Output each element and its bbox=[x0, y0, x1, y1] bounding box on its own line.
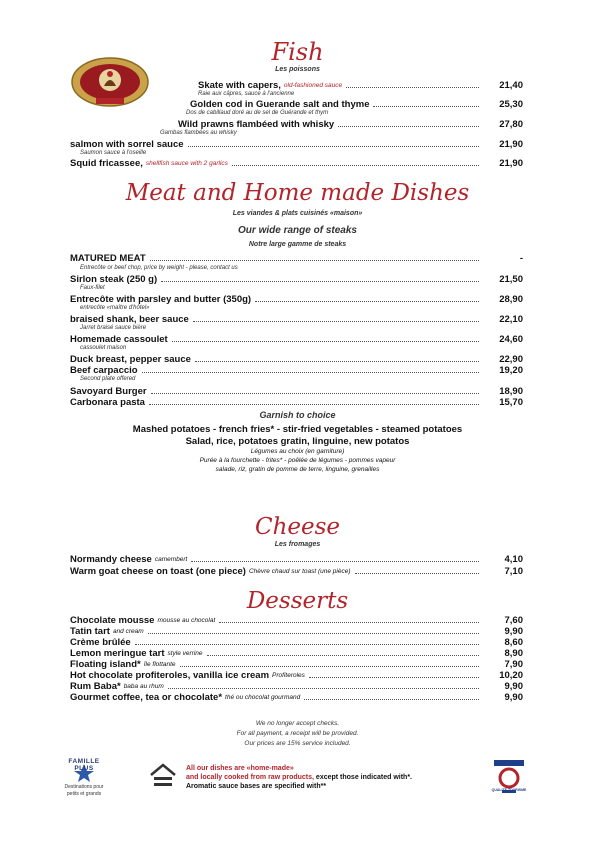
garnish-fr-1: Légumes au choix (en garniture) bbox=[250, 448, 345, 455]
desserts-title: Desserts bbox=[246, 588, 349, 614]
item-subtitle: Gambas flambées au whisky bbox=[160, 130, 237, 136]
steaks-subtitle: Notre large gamme de steaks bbox=[248, 241, 347, 248]
steaks-heading: Our wide range of steaks bbox=[238, 225, 357, 236]
menu-item: Golden cod in Guerande salt and thyme 25,30 bbox=[190, 99, 523, 110]
dot-leader bbox=[207, 654, 479, 656]
payment-note-3: Our prices are 15% service included. bbox=[244, 740, 351, 747]
menu-item: Wild prawns flambéed with whisky 27,80 bbox=[178, 119, 523, 130]
dot-leader bbox=[135, 643, 479, 645]
item-subtitle: Jarret braisé sauce bière bbox=[80, 325, 147, 331]
qualite-tourisme-text: QUALITÉ TOURISME bbox=[491, 788, 527, 792]
item-subtitle: Raie aux câpres, sauce à l'ancienne bbox=[198, 91, 295, 97]
item-subtitle: Saumon sauce à l'oseille bbox=[80, 150, 147, 156]
dot-leader bbox=[219, 621, 479, 623]
home-made-note: All our dishes are «home-made» and locally cooked from raw products, except those indicated with*. Aromatic sauce bases are specified with** bbox=[186, 765, 413, 790]
menu-item: Tatin tart and cream 9,90 bbox=[70, 626, 523, 637]
dot-leader bbox=[255, 300, 479, 302]
dot-leader bbox=[304, 698, 479, 700]
menu-item: braised shank, beer sauce 22,10 bbox=[70, 314, 523, 325]
home-made-icon bbox=[148, 762, 178, 790]
dot-leader bbox=[172, 340, 479, 342]
dot-leader bbox=[355, 572, 480, 574]
item-subtitle: entrecôte «maître d'hôtel» bbox=[80, 305, 150, 311]
dot-leader bbox=[346, 86, 479, 88]
cheese-title: Cheese bbox=[254, 514, 341, 540]
menu-item: Duck breast, pepper sauce 22,90 bbox=[70, 354, 523, 365]
dot-leader bbox=[193, 320, 479, 322]
item-subtitle: Faux-filet bbox=[80, 285, 105, 291]
dot-leader bbox=[232, 164, 479, 166]
dot-leader bbox=[168, 687, 479, 689]
item-subtitle: cassoulet maison bbox=[80, 345, 127, 351]
menu-item: Normandy cheese camembert 4,10 bbox=[70, 554, 523, 565]
menu-item: Entrecôte with parsley and butter (350g) 28,90 bbox=[70, 294, 523, 305]
dot-leader bbox=[195, 360, 479, 362]
qualite-tourisme-badge bbox=[491, 760, 527, 796]
dot-leader bbox=[309, 676, 479, 678]
menu-item: Squid fricassee, shellfish sauce with 2 garlics 21,90 bbox=[70, 158, 523, 169]
dot-leader bbox=[151, 392, 479, 394]
dot-leader bbox=[191, 560, 479, 562]
fish-title: Fish bbox=[271, 38, 324, 66]
famille-caption-1: Destinations pour bbox=[64, 784, 104, 790]
dot-leader bbox=[148, 632, 479, 634]
menu-item: Gourmet coffee, tea or chocolate* thé ou chocolat gourmand 9,90 bbox=[70, 692, 523, 703]
garnish-line-2: Salad, rice, potatoes gratin, linguine, new potatos bbox=[185, 436, 410, 447]
menu-item: Crème brûlée 8,60 bbox=[70, 637, 523, 648]
meat-subtitle: Les viandes & plats cuisinés «maison» bbox=[232, 210, 363, 217]
item-subtitle: Dos de cabillaud doré au de sel de Guérande et thym bbox=[186, 110, 329, 116]
menu-item: Chocolate mousse mousse au chocolat 7,60 bbox=[70, 615, 523, 626]
dot-leader bbox=[149, 403, 479, 405]
payment-note-2: For all payment, a receipt will be provided. bbox=[236, 730, 359, 737]
dot-leader bbox=[142, 371, 479, 373]
menu-item: Sirlon steak (250 g) 21,50 bbox=[70, 274, 523, 285]
menu-item: Hot chocolate profiteroles, vanilla ice cream Profiteroles 10,20 bbox=[70, 670, 523, 681]
fish-subtitle: Les poissons bbox=[275, 66, 320, 73]
garnish-fr-2: Purée à la fourchette - frites* - poêlée de légumes - pommes vapeur bbox=[199, 457, 396, 464]
menu-item: MATURED MEAT - bbox=[70, 253, 523, 264]
dot-leader bbox=[161, 280, 479, 282]
dot-leader bbox=[150, 259, 479, 261]
menu-item: salmon with sorrel sauce 21,90 bbox=[70, 139, 523, 150]
dot-leader bbox=[188, 145, 479, 147]
menu-item: Rum Baba* baba au rhum 9,90 bbox=[70, 681, 523, 692]
menu-item: Lemon meringue tart style verrine 8,90 bbox=[70, 648, 523, 659]
payment-note-1: We no longer accept checks. bbox=[255, 720, 340, 727]
menu-item: Warm goat cheese on toast (one piece) Chèvre chaud sur toast (une pièce) 7,10 bbox=[70, 566, 523, 577]
dot-leader bbox=[373, 105, 479, 107]
menu-item: Beef carpaccio 19,20 bbox=[70, 365, 523, 376]
garnish-heading: Garnish to choice bbox=[259, 410, 336, 420]
dot-leader bbox=[180, 665, 479, 667]
item-subtitle: Entrecôte or beef chop, price by weight - please, contact us bbox=[80, 265, 238, 271]
menu-item: Floating island* île flottante 7,90 bbox=[70, 659, 523, 670]
cheese-subtitle: Les fromages bbox=[274, 541, 321, 548]
meat-title: Meat and Home made Dishes bbox=[125, 180, 470, 206]
menu-item: Carbonara pasta 15,70 bbox=[70, 397, 523, 408]
menu-item: Skate with capers, old-fashioned sauce 21,40 bbox=[198, 80, 523, 91]
item-subtitle: Second plate offered bbox=[80, 376, 136, 382]
famille-plus-text: FAMILLE PLUS bbox=[68, 758, 100, 772]
famille-caption-2: petits et grands bbox=[66, 791, 102, 797]
garnish-fr-3: salade, riz, gratin de pomme de terre, linguine, grenailles bbox=[215, 466, 380, 473]
menu-item: Savoyard Burger 18,90 bbox=[70, 386, 523, 397]
garnish-line-1: Mashed potatoes - french fries* - stir-fried vegetables - steamed potatoes bbox=[132, 424, 463, 435]
famille-plus-logo bbox=[58, 758, 110, 800]
menu-item: Homemade cassoulet 24,60 bbox=[70, 334, 523, 345]
dot-leader bbox=[338, 125, 479, 127]
